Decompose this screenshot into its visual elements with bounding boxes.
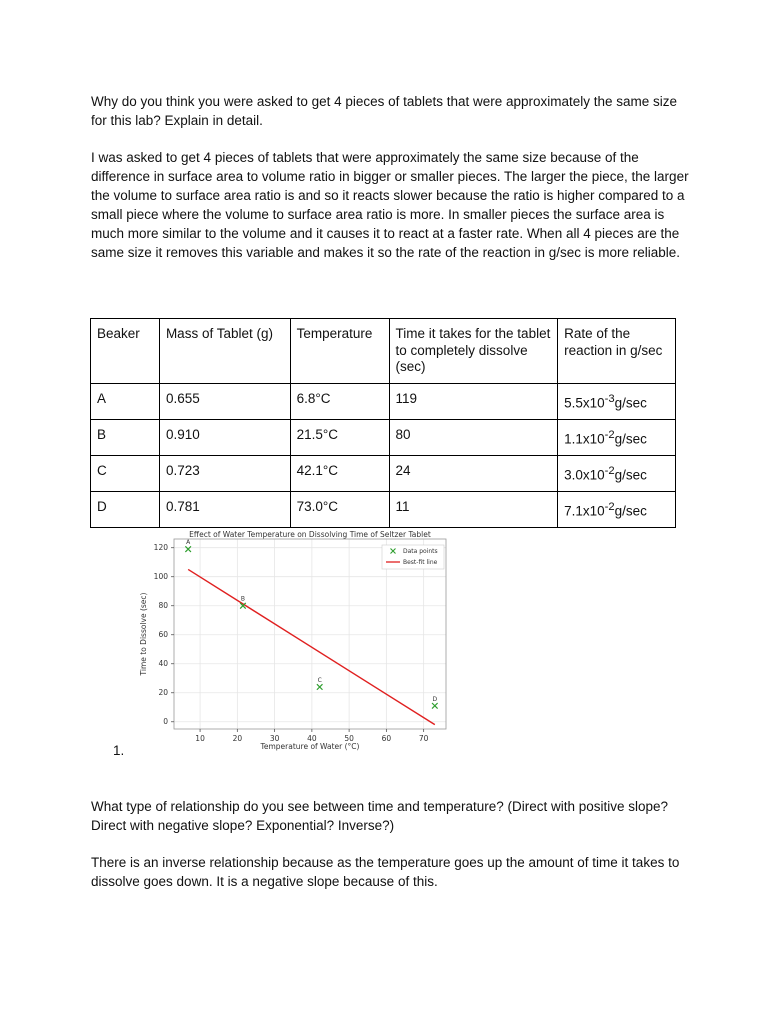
cell-temperature: 73.0°C bbox=[290, 491, 389, 527]
data-point-label: C bbox=[317, 676, 322, 684]
rate-exponent: -2 bbox=[604, 464, 615, 477]
cell-mass: 0.723 bbox=[159, 455, 290, 491]
data-point-label: D bbox=[432, 695, 438, 703]
cell-temperature: 42.1°C bbox=[290, 455, 389, 491]
table-row bbox=[91, 383, 676, 419]
cell-time: 80 bbox=[389, 419, 558, 455]
cell-rate bbox=[558, 455, 676, 491]
cell-mass: 0.781 bbox=[159, 491, 290, 527]
data-point-label: A bbox=[186, 539, 191, 547]
cell-rate bbox=[558, 419, 676, 455]
y-tick-label: 100 bbox=[153, 572, 168, 582]
x-tick-label: 30 bbox=[269, 734, 280, 743]
y-tick-label: 80 bbox=[158, 601, 168, 611]
data-point-marker bbox=[432, 703, 438, 709]
cell-rate bbox=[558, 491, 676, 527]
data-point-label: B bbox=[240, 595, 245, 603]
table-row bbox=[91, 419, 676, 455]
cell-time: 11 bbox=[389, 491, 558, 527]
y-tick-label: 20 bbox=[158, 688, 168, 698]
legend-label-points: Data points bbox=[403, 548, 438, 555]
header-time: Time it takes for the tablet to completely dissolve (sec) bbox=[389, 319, 558, 384]
y-tick-label: 40 bbox=[158, 659, 168, 669]
chart-title: Effect of Water Temperature on Dissolving Time of Seltzer Tablet bbox=[189, 530, 431, 539]
x-tick-label: 40 bbox=[307, 734, 317, 743]
question-1: Why do you think you were asked to get 4 pieces of tablets that were approximately the same size for this lab? Explain in detail. bbox=[91, 94, 678, 128]
cell-mass: 0.655 bbox=[159, 383, 290, 419]
rate-base: 5.5x10 bbox=[564, 395, 605, 410]
y-tick-label: 0 bbox=[163, 717, 168, 727]
rate-base: 1.1x10 bbox=[564, 431, 605, 446]
table-header-row bbox=[91, 319, 676, 384]
y-axis-label: Time to Dissolve (sec) bbox=[139, 592, 148, 676]
data-point-marker bbox=[185, 546, 191, 552]
rate-exponent: -3 bbox=[604, 392, 615, 405]
x-tick-label: 70 bbox=[418, 734, 429, 743]
header-mass: Mass of Tablet (g) bbox=[159, 319, 290, 384]
cell-beaker: D bbox=[91, 491, 160, 527]
data-point-marker bbox=[317, 684, 323, 690]
x-tick-label: 50 bbox=[344, 734, 354, 743]
x-tick-label: 60 bbox=[381, 734, 392, 743]
x-axis-label: Temperature of Water (°C) bbox=[260, 742, 360, 751]
table-row bbox=[91, 455, 676, 491]
x-tick-label: 20 bbox=[232, 734, 243, 743]
cell-time: 119 bbox=[389, 383, 558, 419]
question-2: What type of relationship do you see between time and temperature? (Direct with positive slope? Direct with negative slope? Exponential? Inverse?) bbox=[91, 799, 669, 833]
cell-time: 24 bbox=[389, 455, 558, 491]
rate-unit: g/sec bbox=[614, 395, 647, 410]
x-tick-label: 10 bbox=[195, 734, 205, 743]
legend-label-line: Best-fit line bbox=[403, 559, 438, 566]
rate-base: 7.1x10 bbox=[564, 503, 605, 518]
cell-beaker: B bbox=[91, 419, 160, 455]
y-tick-label: 60 bbox=[158, 630, 168, 640]
rate-unit: g/sec bbox=[614, 431, 647, 446]
scatter-chart bbox=[130, 525, 460, 755]
rate-exponent: -2 bbox=[604, 500, 615, 513]
cell-beaker: C bbox=[91, 455, 160, 491]
rate-unit: g/sec bbox=[614, 467, 647, 482]
header-rate: Rate of the reaction in g/sec bbox=[558, 319, 676, 384]
header-beaker: Beaker bbox=[91, 319, 160, 384]
cell-rate bbox=[558, 383, 676, 419]
rate-base: 3.0x10 bbox=[564, 467, 605, 482]
cell-mass: 0.910 bbox=[159, 419, 290, 455]
answer-2: There is an inverse relationship because as the temperature goes up the amount of time it takes to dissolve goes down. It is a negative slope because of this. bbox=[91, 855, 680, 889]
list-number: 1. bbox=[113, 743, 125, 758]
header-temperature: Temperature bbox=[290, 319, 389, 384]
y-tick-label: 120 bbox=[153, 543, 168, 553]
rate-exponent: -2 bbox=[604, 428, 615, 441]
table-row bbox=[91, 491, 676, 527]
cell-temperature: 6.8°C bbox=[290, 383, 389, 419]
answer-1: I was asked to get 4 pieces of tablets that were approximately the same size because of the difference in surface area to volume ratio in bigger or smaller pieces. The larger the piece, the larger the volume to surface area ratio is and so it reacts slower because the ratio is higher compared to a small piece where the volume to surface area ratio is more. In smaller pieces the surface area is much more similar to the volume and it causes it to react at a faster rate. When all 4 pieces are the same size it removes this variable and makes it so the rate of the reaction in g/sec is more reliable. bbox=[91, 150, 689, 260]
cell-beaker: A bbox=[91, 383, 160, 419]
rate-unit: g/sec bbox=[614, 503, 647, 518]
data-table bbox=[90, 318, 676, 528]
cell-temperature: 21.5°C bbox=[290, 419, 389, 455]
